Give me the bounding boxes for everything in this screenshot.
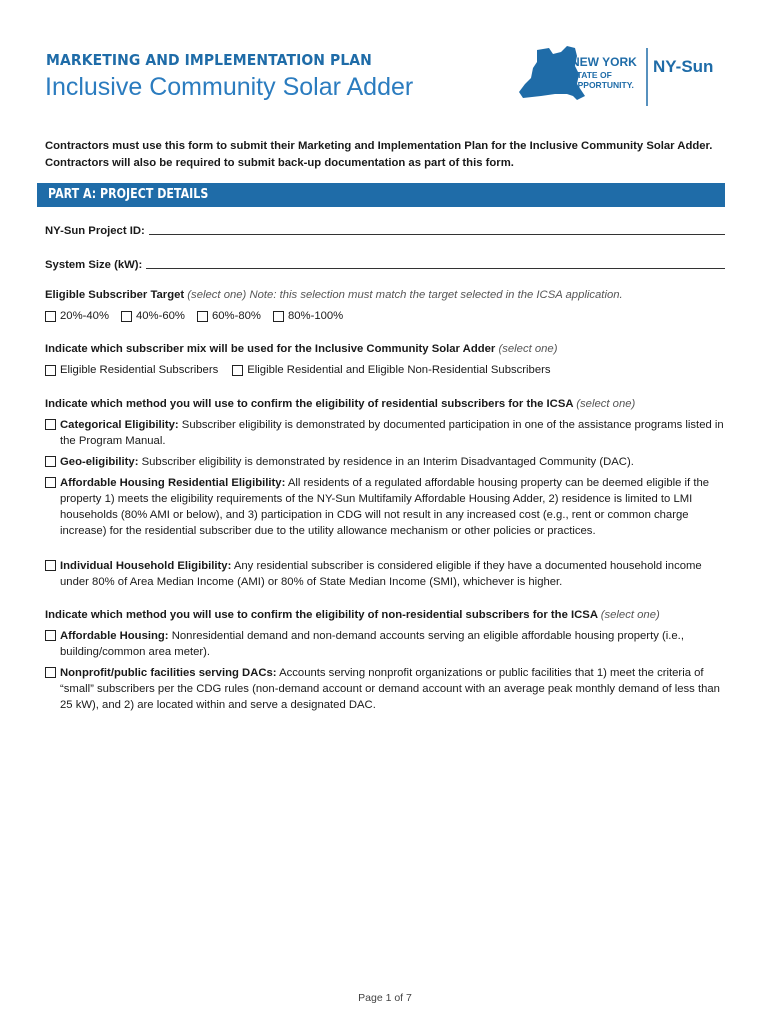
project-id-input-line[interactable] [149, 222, 725, 235]
checkbox[interactable] [45, 560, 56, 571]
target-option-60-80[interactable]: 60%-80% [197, 309, 261, 324]
mix-option-residential[interactable]: Eligible Residential Subscribers [45, 363, 218, 378]
residential-option-geo[interactable]: Geo-eligibility: Subscriber eligibility is demonstrated by residence in an Interim Disadvantaged Community (DAC). [45, 454, 733, 470]
system-size-field [45, 256, 725, 271]
ny-sun-brand: NY-Sun [653, 57, 714, 76]
residential-question [45, 397, 735, 412]
residential-label: Indicate which method you will use to confirm the eligibility of residential subscribers for the ICSA [45, 398, 574, 410]
ny-logo-line1: NEW YORK [571, 55, 637, 69]
checkbox[interactable] [45, 477, 56, 488]
checkbox[interactable] [45, 419, 56, 430]
residential-option-affordable-housing[interactable]: Affordable Housing Residential Eligibility: All residents of a regulated affordable housing property can be deemed eligible if the property 1) meets the eligibility requirements of the NY-Sun Multifamily Affordable Housing Adder, 2) residence is limited to LMI households (80% AMI or below), and 3) participation in CDG will not result in any increased cost (e.g., rent or common charge increase) for the residential subscriber due to the utility allowance mechanism or other policies or practices. [45, 475, 733, 539]
target-label: Eligible Subscriber Target [45, 289, 185, 301]
section-header-part-a [37, 183, 725, 207]
target-note: (select one) Note: this selection must match the target selected in the ICSA application. [187, 289, 623, 301]
residential-option-individual-household[interactable]: Individual Household Eligibility: Any residential subscriber is considered eligible if they have a documented household income under 80% of Area Median Income (AMI) or 80% of State Median Income (SMI), whichever is higher. [45, 558, 733, 590]
project-id-field [45, 222, 725, 237]
mix-options [45, 363, 563, 378]
system-size-label: System Size (kW): [45, 259, 143, 271]
mix-option-residential-nonresidential[interactable]: Eligible Residential and Eligible Non-Residential Subscribers [232, 363, 550, 378]
intro-paragraph: Contractors must use this form to submit their Marketing and Implementation Plan for the Inclusive Community Solar Adder. Contractors will also be required to submit back-up documentation as part of this form. [45, 140, 713, 169]
target-option-40-60[interactable]: 40%-60% [121, 309, 185, 324]
checkbox[interactable] [121, 311, 132, 322]
nonresidential-question [45, 608, 735, 623]
nonresidential-option-affordable-housing[interactable]: Affordable Housing: Nonresidential demand and non-demand accounts serving an eligible affordable housing property (i.e., building/common area meter). [45, 628, 733, 660]
checkbox[interactable] [273, 311, 284, 322]
nonresidential-label: Indicate which method you will use to confirm the eligibility of non-residential subscribers for the ICSA [45, 609, 598, 621]
checkbox[interactable] [45, 456, 56, 467]
target-option-80-100[interactable]: 80%-100% [273, 309, 343, 324]
nonresidential-option-nonprofit-dac[interactable]: Nonprofit/public facilities serving DACs: Accounts serving nonprofit organizations or public facilities that 1) meet the criteria of “small” subscribers per the CDG rules (non-demand account or demand account with an average peak monthly demand of less than 25 kW), and 2) are located within and serve a designated DAC. [45, 665, 733, 713]
residential-note: (select one) [576, 398, 636, 410]
checkbox[interactable] [232, 365, 243, 376]
document-kicker: MARKETING AND IMPLEMENTATION PLAN [46, 51, 372, 69]
checkbox[interactable] [197, 311, 208, 322]
ny-logo-line2: STATE OF [571, 70, 612, 80]
system-size-input-line[interactable] [146, 256, 725, 269]
nonresidential-note: (select one) [600, 609, 660, 621]
page-number: Page 1 of 7 [358, 992, 412, 1004]
mix-question [45, 342, 735, 357]
section-header-label: PART A: PROJECT DETAILS [48, 187, 209, 202]
mix-label: Indicate which subscriber mix will be used for the Inclusive Community Solar Adder [45, 343, 496, 355]
document-title: Inclusive Community Solar Adder [45, 73, 414, 101]
project-id-label: NY-Sun Project ID: [45, 225, 145, 237]
checkbox[interactable] [45, 311, 56, 322]
checkbox[interactable] [45, 365, 56, 376]
target-question [45, 288, 735, 303]
checkbox[interactable] [45, 630, 56, 641]
target-options [45, 309, 355, 324]
checkbox[interactable] [45, 667, 56, 678]
ny-logo-line3: OPPORTUNITY. [571, 80, 634, 90]
mix-note: (select one) [498, 343, 558, 355]
nysun-logo [515, 44, 730, 110]
target-option-20-40[interactable]: 20%-40% [45, 309, 109, 324]
residential-option-categorical[interactable]: Categorical Eligibility: Subscriber eligibility is demonstrated by documented participation in one of the assistance programs listed in the Program Manual. [45, 417, 733, 449]
